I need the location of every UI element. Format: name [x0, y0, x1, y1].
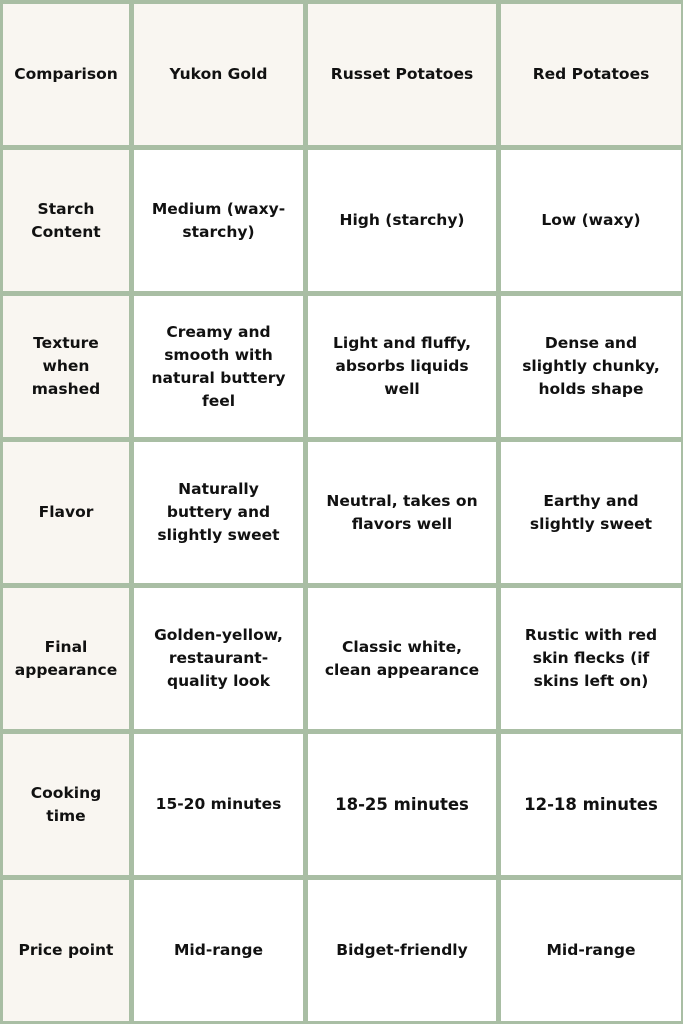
- table-cell: Mid-range: [134, 880, 303, 1021]
- table-cell: High (starchy): [308, 150, 496, 291]
- table-cell: 18-25 minutes: [308, 734, 496, 875]
- row-label-texture-when-mashed: Texture when mashed: [3, 296, 129, 437]
- table-cell: Earthy and slightly sweet: [501, 442, 681, 583]
- table-cell: Bidget-friendly: [308, 880, 496, 1021]
- table-cell: Rustic with red skin flecks (if skins left on): [501, 588, 681, 729]
- header-cell-yukon-gold: Yukon Gold: [134, 4, 303, 145]
- header-cell-red-potatoes: Red Potatoes: [501, 4, 681, 145]
- table-cell: Creamy and smooth with natural buttery feel: [134, 296, 303, 437]
- table-cell: Neutral, takes on flavors well: [308, 442, 496, 583]
- row-label-final-appearance: Final appearance: [3, 588, 129, 729]
- table-cell: Light and fluffy, absorbs liquids well: [308, 296, 496, 437]
- table-cell: Naturally buttery and slightly sweet: [134, 442, 303, 583]
- table-cell: Dense and slightly chunky, holds shape: [501, 296, 681, 437]
- table-cell: Medium (waxy-starchy): [134, 150, 303, 291]
- table-cell: Mid-range: [501, 880, 681, 1021]
- table-cell: 15-20 minutes: [134, 734, 303, 875]
- table-cell: Golden-yellow, restaurant-quality look: [134, 588, 303, 729]
- table-cell: 12-18 minutes: [501, 734, 681, 875]
- row-label-price-point: Price point: [3, 880, 129, 1021]
- row-label-cooking-time: Cooking time: [3, 734, 129, 875]
- row-label-flavor: Flavor: [3, 442, 129, 583]
- row-label-starch-content: Starch Content: [3, 150, 129, 291]
- header-cell-russet-potatoes: Russet Potatoes: [308, 4, 496, 145]
- table-cell: Classic white, clean appearance: [308, 588, 496, 729]
- table-cell: Low (waxy): [501, 150, 681, 291]
- header-cell-comparison: Comparison: [3, 4, 129, 145]
